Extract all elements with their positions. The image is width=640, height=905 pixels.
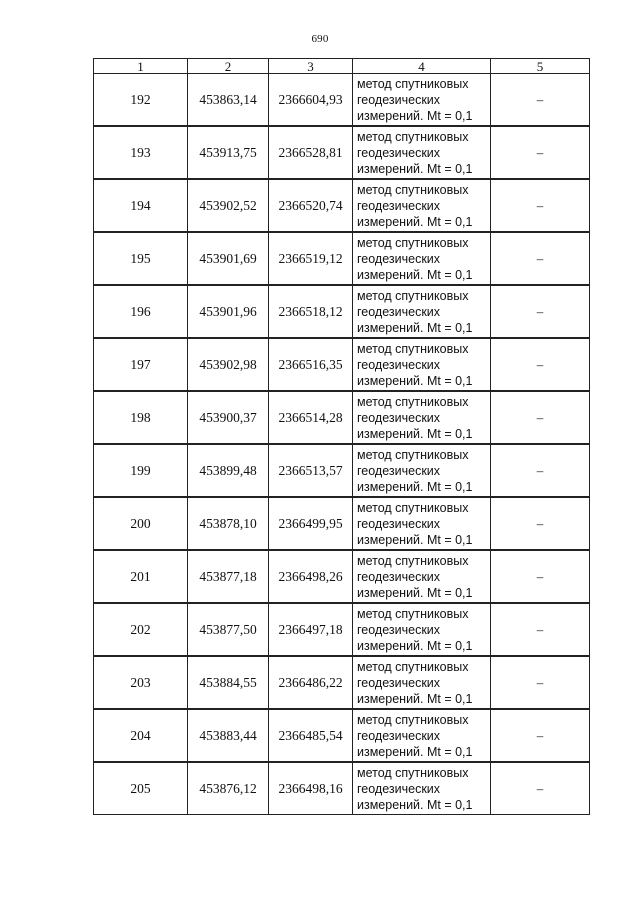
accuracy-cell: –	[491, 656, 590, 709]
table-row	[94, 126, 590, 179]
y-coordinate-cell: 2366516,35	[269, 338, 353, 391]
method-cell	[353, 391, 491, 444]
point-number-cell: 197	[94, 338, 188, 391]
y-coordinate-cell: 2366528,81	[269, 126, 353, 179]
table-row	[94, 74, 590, 127]
method-cell	[353, 338, 491, 391]
y-coordinate-cell: 2366485,54	[269, 709, 353, 762]
x-coordinate-cell: 453901,69	[188, 232, 269, 285]
table-row	[94, 603, 590, 656]
method-line-1: метод спутниковых	[357, 659, 469, 674]
y-coordinate-cell: 2366498,16	[269, 762, 353, 815]
method-line-2: геодезических	[357, 463, 441, 478]
page-number: 690	[311, 33, 329, 45]
method-line-3: измерений. Mt = 0,1	[357, 161, 473, 176]
method-line-2: геодезических	[357, 622, 441, 637]
x-coordinate-cell: 453883,44	[188, 709, 269, 762]
x-coordinate-cell: 453863,14	[188, 74, 269, 127]
accuracy-cell: –	[491, 179, 590, 232]
point-number-cell: 195	[94, 232, 188, 285]
method-line-3: измерений. Mt = 0,1	[357, 214, 473, 229]
method-line-1: метод спутниковых	[357, 500, 469, 515]
accuracy-cell: –	[491, 285, 590, 338]
method-line-1: метод спутниковых	[357, 447, 469, 462]
table-row	[94, 179, 590, 232]
table-row	[94, 656, 590, 709]
table-row	[94, 338, 590, 391]
method-line-1: метод спутниковых	[357, 341, 469, 356]
method-line-3: измерений. Mt = 0,1	[357, 532, 473, 547]
point-number-cell: 205	[94, 762, 188, 815]
method-cell	[353, 762, 491, 815]
method-line-1: метод спутниковых	[357, 182, 469, 197]
x-coordinate-cell: 453902,98	[188, 338, 269, 391]
y-coordinate-cell: 2366498,26	[269, 550, 353, 603]
accuracy-cell: –	[491, 603, 590, 656]
y-coordinate-cell: 2366519,12	[269, 232, 353, 285]
method-line-1: метод спутниковых	[357, 394, 469, 409]
table-row	[94, 497, 590, 550]
x-coordinate-cell: 453900,37	[188, 391, 269, 444]
x-coordinate-cell: 453877,18	[188, 550, 269, 603]
method-cell	[353, 232, 491, 285]
method-line-3: измерений. Mt = 0,1	[357, 108, 473, 123]
point-number-cell: 202	[94, 603, 188, 656]
column-header-2: 2	[188, 59, 269, 74]
x-coordinate-cell: 453901,96	[188, 285, 269, 338]
method-line-1: метод спутниковых	[357, 235, 469, 250]
point-number-cell: 203	[94, 656, 188, 709]
x-coordinate-cell: 453913,75	[188, 126, 269, 179]
y-coordinate-cell: 2366513,57	[269, 444, 353, 497]
method-line-1: метод спутниковых	[357, 129, 469, 144]
table-body	[94, 74, 590, 815]
point-number-cell: 192	[94, 74, 188, 127]
method-line-3: измерений. Mt = 0,1	[357, 691, 473, 706]
x-coordinate-cell: 453876,12	[188, 762, 269, 815]
method-line-2: геодезических	[357, 728, 441, 743]
method-line-1: метод спутниковых	[357, 288, 469, 303]
accuracy-cell: –	[491, 497, 590, 550]
method-line-1: метод спутниковых	[357, 712, 469, 727]
accuracy-cell: –	[491, 232, 590, 285]
method-cell	[353, 74, 491, 127]
column-header-1: 1	[94, 59, 188, 74]
table-row	[94, 285, 590, 338]
accuracy-cell: –	[491, 391, 590, 444]
table-row	[94, 709, 590, 762]
method-cell	[353, 656, 491, 709]
method-line-3: измерений. Mt = 0,1	[357, 479, 473, 494]
table-row	[94, 550, 590, 603]
accuracy-cell: –	[491, 126, 590, 179]
header-row	[94, 59, 590, 74]
method-line-1: метод спутниковых	[357, 606, 469, 621]
method-line-3: измерений. Mt = 0,1	[357, 426, 473, 441]
x-coordinate-cell: 453877,50	[188, 603, 269, 656]
column-header-3: 3	[269, 59, 353, 74]
method-line-1: метод спутниковых	[357, 553, 469, 568]
method-line-2: геодезических	[357, 781, 441, 796]
column-header-4: 4	[353, 59, 491, 74]
method-line-2: геодезических	[357, 145, 441, 160]
y-coordinate-cell: 2366518,12	[269, 285, 353, 338]
column-header-5: 5	[491, 59, 590, 74]
method-line-3: измерений. Mt = 0,1	[357, 744, 473, 759]
point-number-cell: 198	[94, 391, 188, 444]
point-number-cell: 204	[94, 709, 188, 762]
method-cell	[353, 285, 491, 338]
method-line-2: геодезических	[357, 675, 441, 690]
y-coordinate-cell: 2366604,93	[269, 74, 353, 127]
method-cell	[353, 179, 491, 232]
method-line-2: геодезических	[357, 92, 441, 107]
point-number-cell: 199	[94, 444, 188, 497]
method-line-2: геодезических	[357, 569, 441, 584]
point-number-cell: 200	[94, 497, 188, 550]
method-line-2: геодезических	[357, 304, 441, 319]
method-line-2: геодезических	[357, 198, 441, 213]
y-coordinate-cell: 2366520,74	[269, 179, 353, 232]
method-cell	[353, 709, 491, 762]
accuracy-cell: –	[491, 338, 590, 391]
point-number-cell: 193	[94, 126, 188, 179]
y-coordinate-cell: 2366499,95	[269, 497, 353, 550]
y-coordinate-cell: 2366486,22	[269, 656, 353, 709]
method-line-3: измерений. Mt = 0,1	[357, 320, 473, 335]
method-line-1: метод спутниковых	[357, 765, 469, 780]
accuracy-cell: –	[491, 709, 590, 762]
method-cell	[353, 497, 491, 550]
accuracy-cell: –	[491, 550, 590, 603]
method-line-2: геодезических	[357, 251, 441, 266]
table-row	[94, 762, 590, 815]
x-coordinate-cell: 453902,52	[188, 179, 269, 232]
point-number-cell: 196	[94, 285, 188, 338]
x-coordinate-cell: 453899,48	[188, 444, 269, 497]
coordinates-table	[93, 58, 590, 815]
method-line-3: измерений. Mt = 0,1	[357, 638, 473, 653]
accuracy-cell: –	[491, 762, 590, 815]
x-coordinate-cell: 453884,55	[188, 656, 269, 709]
method-line-2: геодезических	[357, 357, 441, 372]
method-line-3: измерений. Mt = 0,1	[357, 373, 473, 388]
table-row	[94, 391, 590, 444]
method-line-3: измерений. Mt = 0,1	[357, 267, 473, 282]
point-number-cell: 194	[94, 179, 188, 232]
y-coordinate-cell: 2366514,28	[269, 391, 353, 444]
method-line-3: измерений. Mt = 0,1	[357, 585, 473, 600]
point-number-cell: 201	[94, 550, 188, 603]
method-cell	[353, 126, 491, 179]
method-line-2: геодезических	[357, 516, 441, 531]
y-coordinate-cell: 2366497,18	[269, 603, 353, 656]
method-line-1: метод спутниковых	[357, 76, 469, 91]
accuracy-cell: –	[491, 74, 590, 127]
method-line-2: геодезических	[357, 410, 441, 425]
table-row	[94, 232, 590, 285]
accuracy-cell: –	[491, 444, 590, 497]
x-coordinate-cell: 453878,10	[188, 497, 269, 550]
method-cell	[353, 444, 491, 497]
table-row	[94, 444, 590, 497]
method-cell	[353, 550, 491, 603]
method-cell	[353, 603, 491, 656]
method-line-3: измерений. Mt = 0,1	[357, 797, 473, 812]
